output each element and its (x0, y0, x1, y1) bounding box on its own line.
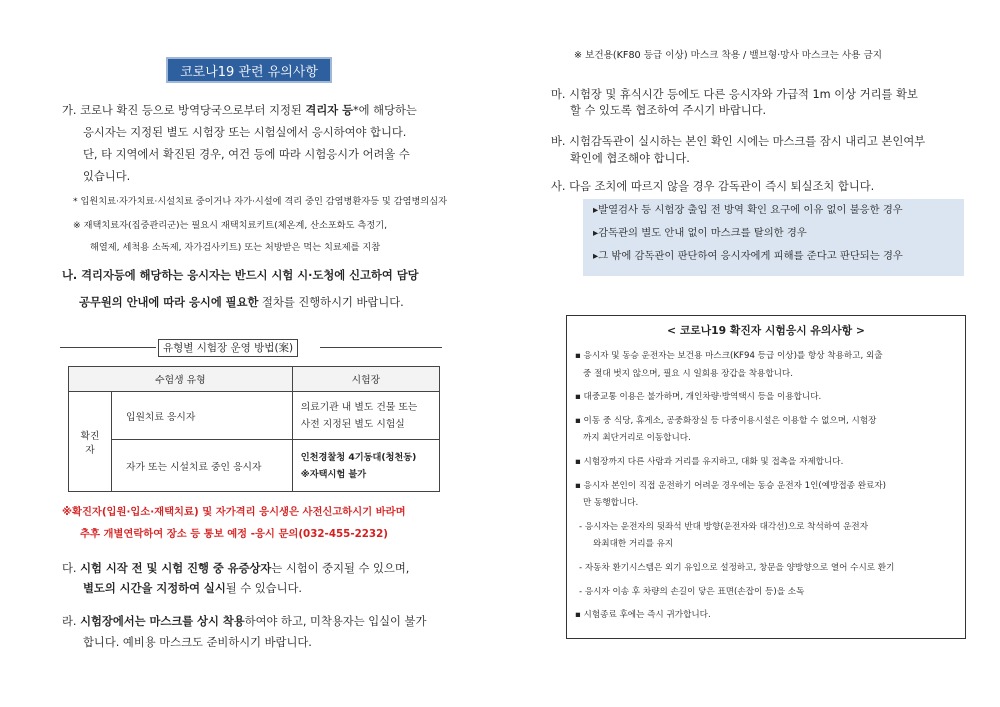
divider (320, 347, 442, 348)
list-item: ▪ 응시자 본인이 직접 운전하기 어려운 경우에는 동승 운전자 1인(예방접종 완료자) (575, 480, 886, 491)
item-ba-line1: 바. 시험감독관이 실시하는 본인 확인 시에는 마스크를 잠시 내리고 본인여부 (551, 135, 926, 148)
text: 라. (62, 615, 81, 628)
list-item: - 응시자는 운전자의 뒷좌석 반대 방향(운전자와 대각선)으로 착석하여 운전자 (579, 521, 869, 532)
dismissal-item: ▸발열검사 등 시험장 출입 전 방역 확인 요구에 이유 없이 불응한 경우 (593, 204, 903, 216)
list-item: ▪ 대중교통 이용은 불가하며, 개인차량·방역택시 등을 이용합니다. (575, 392, 822, 403)
item-ra-line2: 합니다. 예비용 마스크도 준비하시기 바랍니다. (83, 636, 312, 649)
item-ma-line2: 할 수 있도록 협조하여 주시기 바랍니다. (570, 104, 767, 117)
table-row (69, 440, 440, 492)
red-notice-2: 추후 개별연락하여 장소 등 통보 예정 -응시 문의(032-455-2232) (80, 528, 388, 540)
bold-text: 시험장에서는 마스크를 상시 착용 (80, 615, 245, 628)
page-title: 코로나19 관련 유의사항 (166, 57, 332, 83)
divider (60, 347, 156, 348)
site-text: 의료기관 내 별도 건물 또는 (300, 401, 418, 413)
list-item: 중 절대 벗지 않으며, 필요 시 일회용 장갑을 착용합니다. (583, 368, 793, 379)
site-cell (292, 440, 439, 492)
text: 절차를 진행하시기 바랍니다. (258, 296, 404, 309)
site-text: ※자택시험 불가 (300, 468, 367, 480)
type-cell: 자가 또는 시설치료 중인 응시자 (112, 440, 293, 492)
text: 하여야 하고, 미착용자는 입실이 불가 (244, 615, 427, 628)
list-item: ▪ 이동 중 식당, 휴게소, 공중화장실 등 다중이용시설은 이용할 수 없으며, 시험장 (575, 415, 877, 426)
site-table (68, 366, 440, 492)
bold-text: 별도의 시간을 지정하여 실시 (83, 582, 226, 595)
header-site: 시험장 (292, 367, 439, 392)
list-item: 까지 최단거리로 이동합니다. (583, 433, 691, 444)
item-sa: 사. 다음 조치에 따르지 않을 경우 감독관이 즉시 퇴실조치 합니다. (551, 180, 875, 193)
item-ra-line1 (62, 611, 426, 633)
item-ga-note3: 해열제, 세척용 소독제, 자가검사키트) 또는 처방받은 먹는 치료제를 지참 (90, 242, 381, 253)
item-da-line1 (62, 558, 409, 580)
list-item: - 응시자 이송 후 차량의 손길이 닿은 표면(손잡이 등)을 소독 (579, 586, 805, 597)
list-item: ▪ 응시자 및 동승 운전자는 보건용 마스크(KF94 등급 이상)를 항상 착용하고, 외출 (575, 351, 883, 361)
item-ga-line3: 단, 타 지역에서 확진된 경우, 여건 등에 따라 시험응시가 어려울 수 (83, 148, 410, 161)
notes-list (575, 348, 894, 625)
item-ga-line2: 응시자는 지정된 별도 시험장 또는 시험실에서 응시하여야 합니다. (83, 126, 407, 139)
dismissal-box (583, 199, 964, 276)
item-ma-line1: 마. 시험장 및 휴식시간 등에도 다른 응시자와 가급적 1m 이상 거리를 확보 (551, 88, 918, 101)
type-cell: 입원치료 응시자 (112, 392, 293, 440)
mask-note: ※ 보건용(KF80 등급 이상) 마스크 착용 / 밸브형·망사 마스크는 사용 금지 (574, 50, 883, 61)
item-ga-note2: ※ 재택치료자(집중관리군)는 필요시 재택치료키트(체온계, 산소포화도 측정기, (73, 220, 388, 231)
text: 다. (62, 562, 81, 575)
site-text: 사전 지정된 별도 시험실 (300, 418, 405, 430)
table-row (69, 392, 440, 440)
text: *에 해당하는 (353, 104, 417, 117)
header-type: 수험생 유형 (69, 367, 293, 392)
list-item: - 자동차 환기시스템은 외기 유입으로 설정하고, 창문을 양방향으로 열어 수시로 환기 (579, 562, 895, 573)
item-na-line2 (79, 292, 404, 314)
list-item: ▪ 시험종료 후에는 즉시 귀가합니다. (575, 610, 711, 621)
guide-title: 유형별 시험장 운영 방법(案) (158, 339, 298, 357)
list-item: 와최대한 거리를 유지 (593, 539, 674, 550)
item-ga-line1 (62, 100, 417, 122)
text: 될 수 있습니다. (225, 582, 303, 595)
item-ba-line2: 확인에 협조해야 합니다. (570, 152, 690, 165)
bold-text: 시험 시작 전 및 시험 진행 중 유증상자 (80, 562, 272, 575)
red-notice-1: ※확진자(입원·입소·재택치료) 및 자가격리 응시생은 사전신고하시기 바라며 (62, 506, 406, 518)
site-cell (292, 392, 439, 440)
table-header-row (69, 367, 440, 392)
item-na-line1: 나. 격리자등에 해당하는 응시자는 반드시 시험 시·도청에 신고하여 담당 (62, 269, 419, 282)
bold-text: 격리자 등 (305, 104, 353, 117)
item-ga-line4: 있습니다. (83, 170, 131, 183)
list-item: 만 동행합니다. (583, 498, 639, 509)
item-ga-note1: * 입원치료·자가치료·시설치료 중이거나 자가·시설에 격리 중인 감염병환자등 및 감염병의심자 (73, 196, 447, 207)
confirmed-notes-box (566, 315, 966, 639)
group-cell: 확진자 (69, 392, 112, 492)
text: 가. 코로나 확진 등으로 방역당국으로부터 지정된 (62, 104, 306, 117)
bold-text: 공무원의 안내에 따라 응시에 필요한 (79, 296, 259, 309)
dismissal-item: ▸감독관의 별도 안내 없이 마스크를 탈의한 경우 (593, 227, 807, 239)
item-da-line2 (83, 578, 302, 600)
list-item: ▪ 시험장까지 다른 사람과 거리를 유지하고, 대화 및 접촉을 자제합니다. (575, 456, 844, 467)
text: 는 시험이 중지될 수 있으며, (271, 562, 410, 575)
notes-title: < 코로나19 확진자 시험응시 유의사항 > (667, 324, 865, 337)
dismissal-item: ▸그 밖에 감독관이 판단하여 응시자에게 피해를 준다고 판단되는 경우 (593, 250, 903, 262)
site-text: 인천경찰청 4기동대(청천동) (300, 451, 417, 463)
